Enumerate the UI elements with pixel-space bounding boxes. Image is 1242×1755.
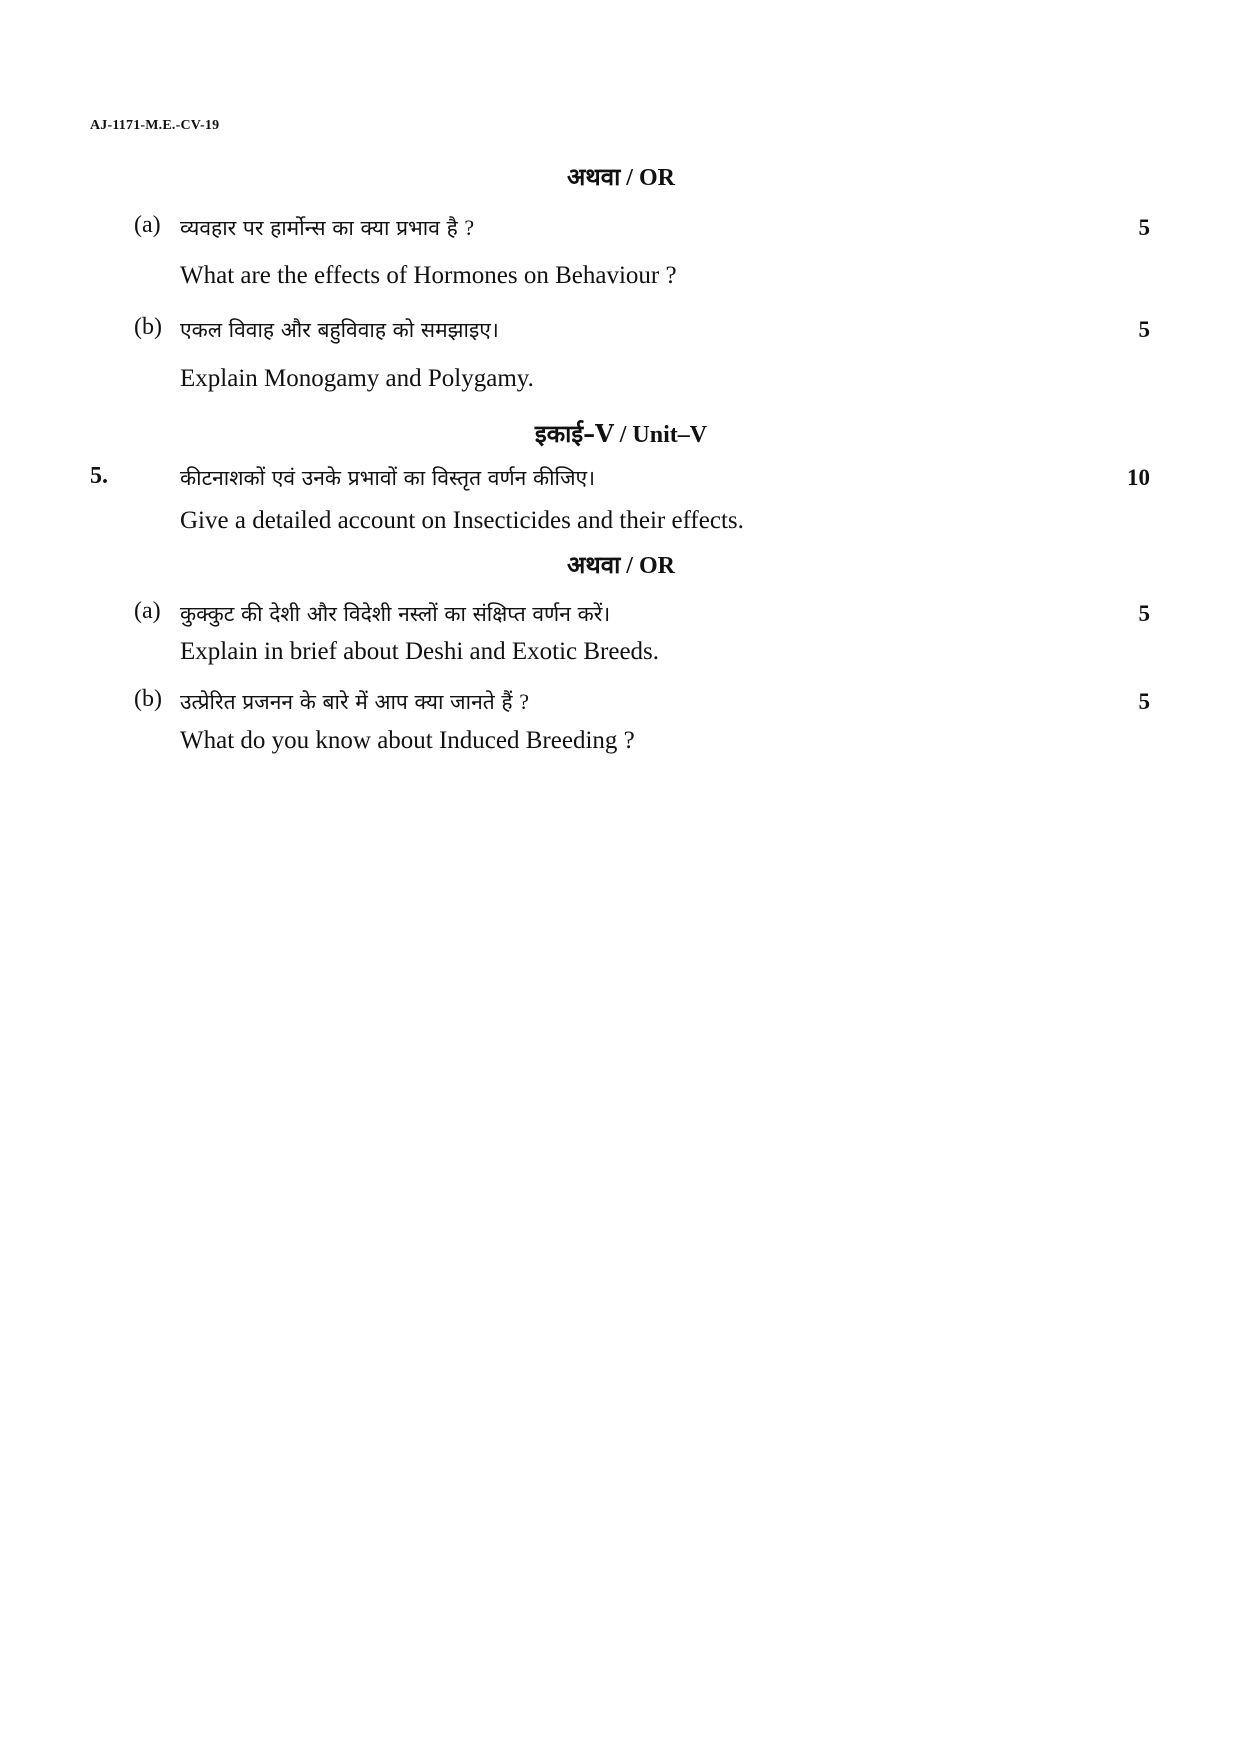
question-4a-english: What are the effects of Hormones on Behaviour ? — [180, 262, 677, 289]
question-5-marks: 10 — [1127, 465, 1150, 490]
unit-heading-hindi: इकाई–V — [534, 419, 614, 448]
or-heading-2-separator: / — [620, 553, 639, 579]
document-code: AJ-1171-M.E.-CV-19 — [90, 118, 220, 133]
question-4b-label: (b) — [134, 314, 162, 340]
question-5b-hindi-text: उत्प्रेरित प्रजनन के बारे में आप क्या जानते हैं — [180, 690, 513, 714]
question-5a-label: (a) — [134, 598, 161, 624]
question-4a-hindi-text: व्यवहार पर हार्मोन्स का क्या प्रभाव है — [180, 216, 458, 240]
or-heading-2 — [0, 548, 1242, 581]
or-heading-hindi: अथवा — [567, 162, 621, 191]
question-5b-english: What do you know about Induced Breeding ? — [180, 727, 635, 754]
question-4b-hindi: एकल विवाह और बहुविवाह को समझाइए। — [180, 318, 499, 342]
question-5b-label: (b) — [134, 686, 162, 712]
question-5a-hindi: कुक्कुट की देशी और विदेशी नस्लों का संक्षिप्त वर्णन करें। — [180, 602, 611, 626]
question-5b-question-mark: ? — [519, 689, 529, 714]
question-4a-marks: 5 — [1138, 215, 1150, 240]
question-4b-marks: 5 — [1138, 317, 1150, 342]
unit-heading-separator: / — [613, 422, 633, 448]
or-heading-separator: / — [620, 165, 639, 191]
unit-heading-english: Unit–V — [632, 422, 708, 448]
or-heading-2-hindi: अथवा — [567, 550, 621, 579]
question-5b-marks: 5 — [1138, 689, 1150, 714]
question-5-number: 5. — [90, 463, 108, 489]
question-4a-label: (a) — [134, 212, 161, 238]
question-5a-english: Explain in brief about Deshi and Exotic Breeds. — [180, 638, 660, 665]
question-5-hindi: कीटनाशकों एवं उनके प्रभावों का विस्तृत वर्णन कीजिए। — [180, 466, 596, 490]
or-heading — [0, 160, 1242, 193]
question-5-english: Give a detailed account on Insecticides and their effects. — [180, 507, 744, 534]
question-5b-hindi — [180, 688, 529, 716]
unit-heading — [0, 417, 1242, 450]
question-5a-marks: 5 — [1138, 601, 1150, 626]
question-4a-hindi — [180, 214, 474, 242]
or-heading-english: OR — [638, 165, 675, 191]
question-4b-english: Explain Monogamy and Polygamy. — [180, 365, 534, 392]
question-4a-question-mark: ? — [464, 215, 475, 240]
or-heading-2-english: OR — [638, 553, 675, 579]
